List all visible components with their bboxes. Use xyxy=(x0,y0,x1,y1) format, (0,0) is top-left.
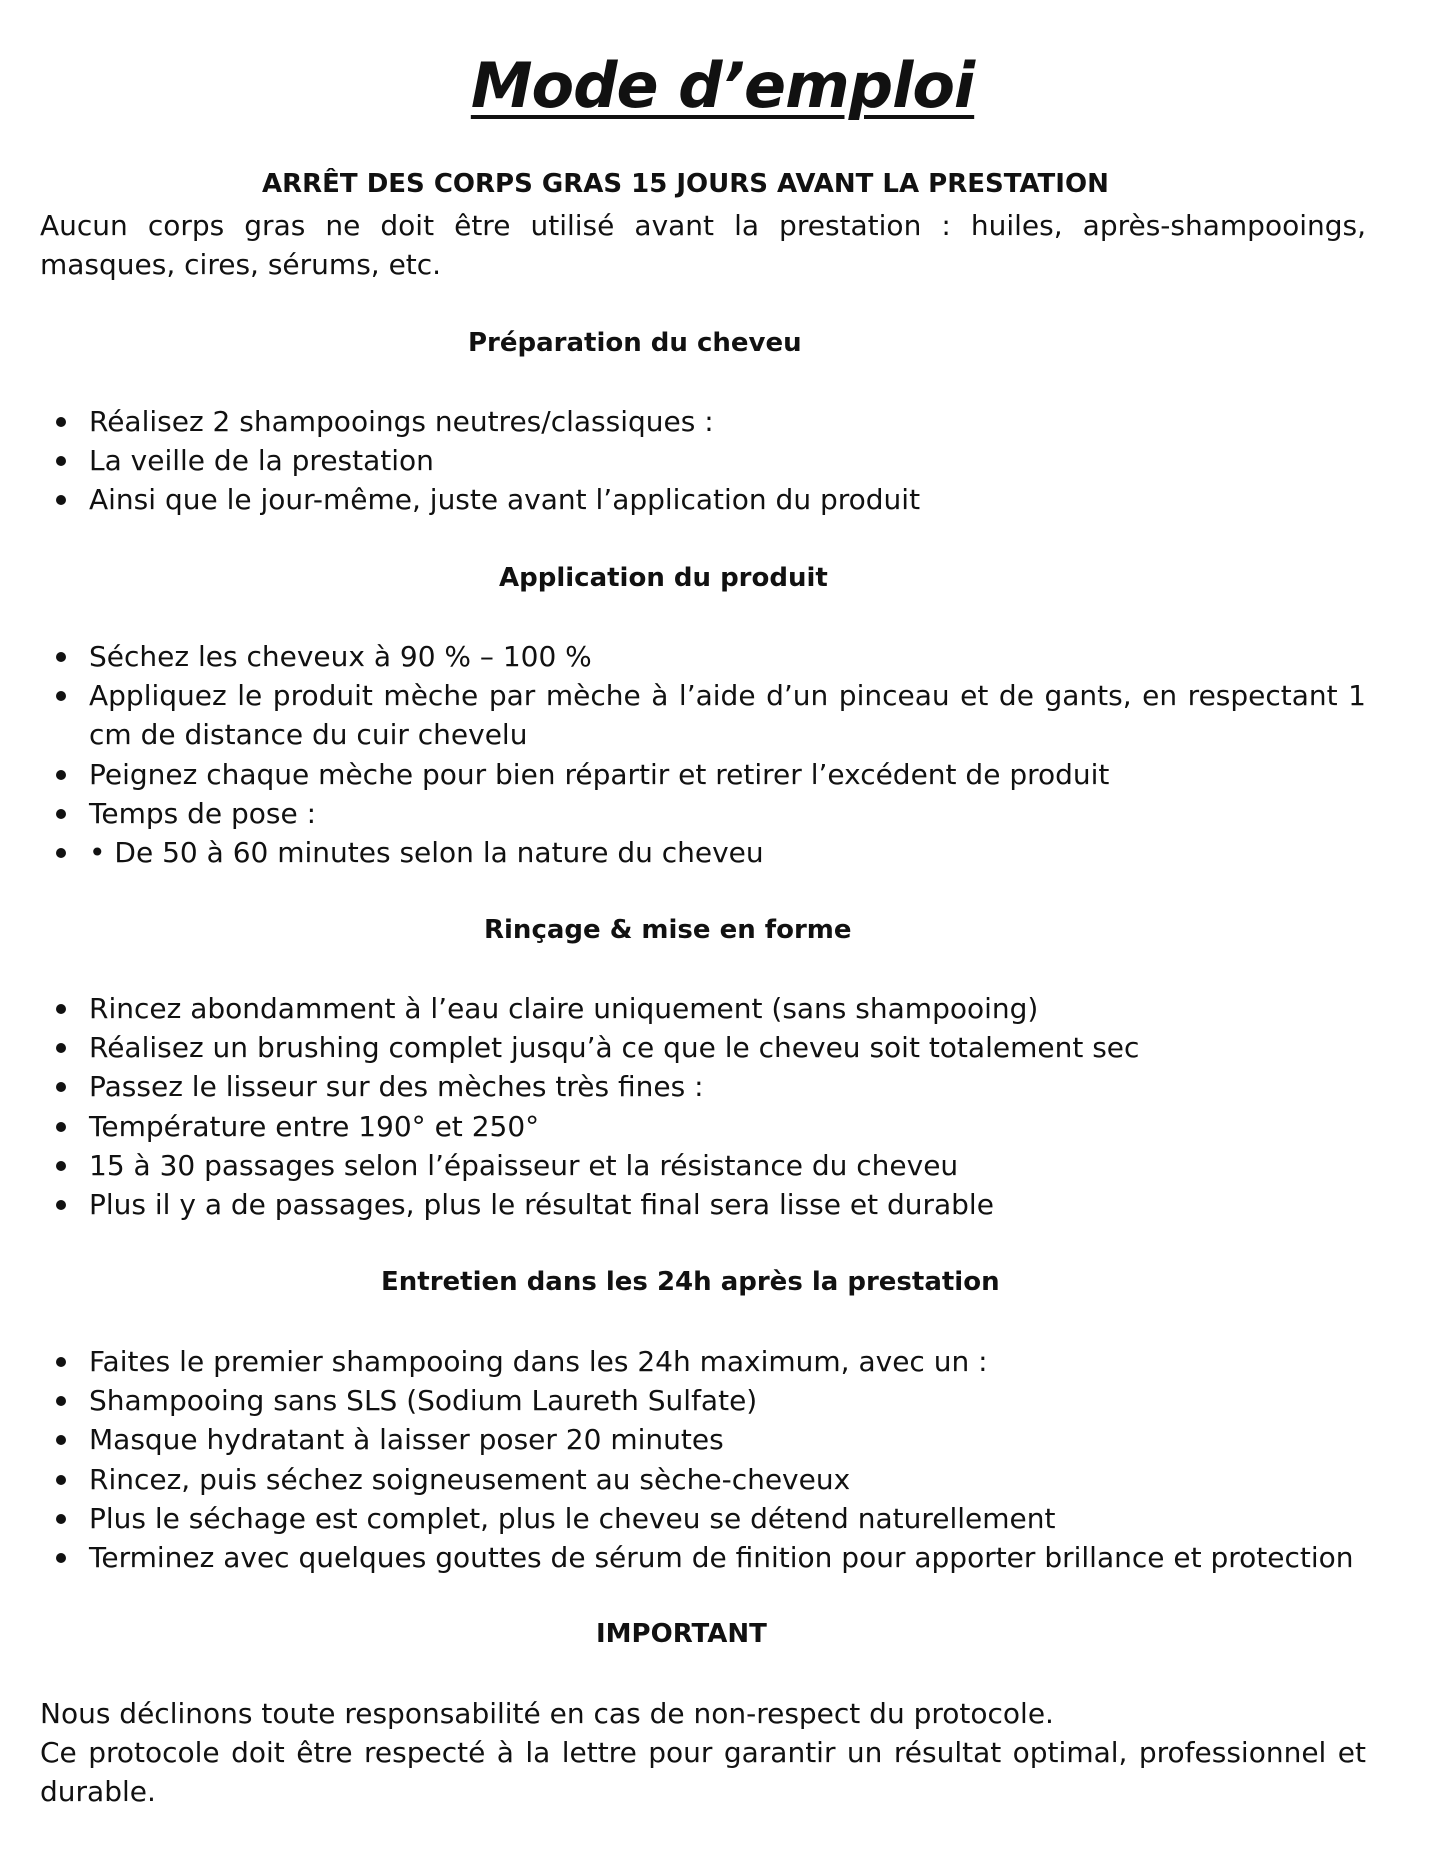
page-title: Mode d’emploi xyxy=(470,49,975,122)
list-item: Terminez avec quelques gouttes de sérum de finition pour apporter brillance et protection xyxy=(40,1538,1366,1577)
bullet-icon xyxy=(56,809,66,819)
bullet-icon xyxy=(56,652,66,662)
bullet-icon xyxy=(56,1396,66,1406)
preparation-list xyxy=(40,402,1366,520)
section-heading-rincage: Rinçage & mise en forme xyxy=(484,915,852,945)
section-heading-entretien: Entretien dans les 24h après la prestation xyxy=(381,1267,1000,1297)
list-item: Shampooing sans SLS (Sodium Laureth Sulfate) xyxy=(40,1381,1366,1420)
rincage-list xyxy=(40,989,1366,1224)
list-item: Plus le séchage est complet, plus le cheveu se détend naturellement xyxy=(40,1499,1366,1538)
list-item: Réalisez un brushing complet jusqu’à ce que le cheveu soit totalement sec xyxy=(40,1028,1366,1067)
list-item: Rincez abondamment à l’eau claire uniquement (sans shampooing) xyxy=(40,989,1366,1028)
list-item: Masque hydratant à laisser poser 20 minutes xyxy=(40,1420,1366,1459)
bullet-icon xyxy=(56,770,66,780)
list-item: La veille de la prestation xyxy=(40,441,1366,480)
bullet-icon xyxy=(56,1200,66,1210)
list-item: Température entre 190° et 250° xyxy=(40,1107,1366,1146)
list-item: Plus il y a de passages, plus le résultat final sera lisse et durable xyxy=(40,1185,1366,1224)
section-heading-application: Application du produit xyxy=(499,563,828,593)
bullet-icon xyxy=(56,1357,66,1367)
bullet-icon xyxy=(56,1514,66,1524)
bullet-icon xyxy=(56,417,66,427)
bullet-icon xyxy=(56,691,66,701)
list-item: Séchez les cheveux à 90 % – 100 % xyxy=(40,637,1366,676)
important-line-1: Nous déclinons toute responsabilité en cas de non-respect du protocole. xyxy=(40,1697,1054,1730)
bullet-icon xyxy=(56,1122,66,1132)
notice-text: Aucun corps gras ne doit être utilisé avant la prestation : huiles, après-shampooings, masques, cires, sérums, etc. xyxy=(40,209,1366,281)
bullet-icon xyxy=(56,1004,66,1014)
bullet-icon xyxy=(56,1475,66,1485)
bullet-icon xyxy=(56,848,66,858)
list-item: Rincez, puis séchez soigneusement au sèche-cheveux xyxy=(40,1460,1366,1499)
list-item: Réalisez 2 shampooings neutres/classiques : xyxy=(40,402,1366,441)
bullet-icon xyxy=(56,1082,66,1092)
bullet-icon xyxy=(56,1043,66,1053)
notice-heading: ARRÊT DES CORPS GRAS 15 JOURS AVANT LA PRESTATION xyxy=(262,169,1109,199)
important-heading: IMPORTANT xyxy=(596,1619,767,1649)
list-item: Peignez chaque mèche pour bien répartir et retirer l’excédent de produit xyxy=(40,755,1366,794)
bullet-icon xyxy=(56,1435,66,1445)
bullet-icon xyxy=(56,1553,66,1563)
list-item: Faites le premier shampooing dans les 24h maximum, avec un : xyxy=(40,1342,1366,1381)
list-item: Temps de pose : xyxy=(40,794,1366,833)
entretien-list xyxy=(40,1342,1366,1577)
list-item: • De 50 à 60 minutes selon la nature du cheveu xyxy=(40,833,1366,872)
list-item: Ainsi que le jour-même, juste avant l’application du produit xyxy=(40,480,1366,519)
list-item: Appliquez le produit mèche par mèche à l’aide d’un pinceau et de gants, en respectant 1 cm de distance du cuir chevelu xyxy=(40,676,1366,754)
section-heading-preparation: Préparation du cheveu xyxy=(468,328,802,358)
important-line-2: Ce protocole doit être respecté à la lettre pour garantir un résultat optimal, professionnel et durable. xyxy=(40,1736,1366,1808)
list-item: Passez le lisseur sur des mèches très fines : xyxy=(40,1067,1366,1106)
application-list xyxy=(40,637,1366,872)
bullet-icon xyxy=(56,1161,66,1171)
list-item: 15 à 30 passages selon l’épaisseur et la résistance du cheveu xyxy=(40,1146,1366,1185)
bullet-icon xyxy=(56,456,66,466)
bullet-icon xyxy=(56,495,66,505)
